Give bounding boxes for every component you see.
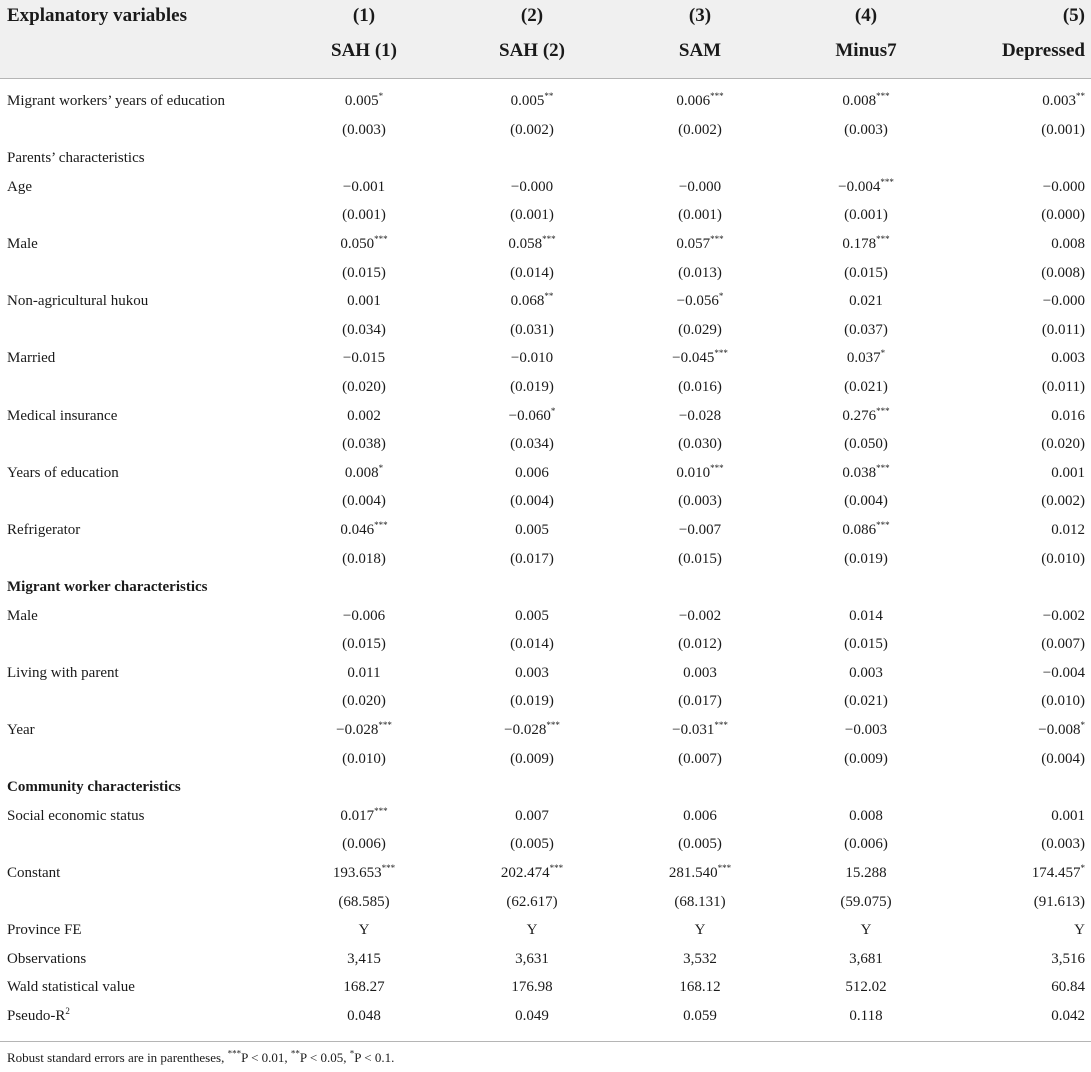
cell-col-1: (0.010) bbox=[342, 750, 386, 767]
cell-col-2: 0.005 bbox=[515, 607, 549, 624]
cell-col-2: (0.031) bbox=[510, 321, 554, 338]
cell-col-3: −0.002 bbox=[678, 607, 722, 624]
cell-col-5: (0.000) bbox=[1041, 207, 1085, 224]
significance-stars: * bbox=[880, 348, 886, 359]
cell-col-1: −0.001 bbox=[342, 178, 386, 195]
cell-col-5: (0.008) bbox=[1041, 264, 1085, 281]
cell-col-2: 202.474*** bbox=[500, 863, 564, 882]
footnote-stars: * bbox=[349, 1048, 355, 1059]
cell-col-2: −0.000 bbox=[510, 178, 554, 195]
cell-col-4: 512.02 bbox=[845, 979, 887, 996]
table-row bbox=[0, 374, 1091, 403]
cell-col-4: (0.009) bbox=[844, 750, 888, 767]
cell-col-3: (0.030) bbox=[678, 436, 722, 453]
table-row bbox=[0, 917, 1091, 946]
cell-col-2: Y bbox=[526, 922, 538, 939]
table-row bbox=[0, 1003, 1091, 1032]
cell-col-1: (0.018) bbox=[342, 550, 386, 567]
table-row bbox=[0, 546, 1091, 575]
cell-col-3: −0.007 bbox=[678, 521, 722, 538]
cell-col-2: (0.034) bbox=[510, 436, 554, 453]
cell-col-3: 0.010*** bbox=[676, 462, 724, 481]
table-row bbox=[0, 517, 1091, 546]
table-row bbox=[0, 774, 1091, 803]
cell-col-3: 168.12 bbox=[679, 979, 721, 996]
cell-col-3: (0.005) bbox=[678, 836, 722, 853]
significance-stars: *** bbox=[876, 233, 890, 244]
col-name-4: Minus7 bbox=[835, 40, 897, 61]
cell-col-4: (0.050) bbox=[844, 436, 888, 453]
cell-col-4: (0.015) bbox=[844, 264, 888, 281]
cell-col-2: (0.019) bbox=[510, 693, 554, 710]
col-number-4: (4) bbox=[854, 5, 878, 26]
cell-col-5: 0.001 bbox=[1051, 807, 1085, 824]
cell-col-1: 0.050*** bbox=[340, 233, 388, 252]
cell-col-5: 0.042 bbox=[1051, 1008, 1085, 1024]
row-label: Year bbox=[7, 722, 35, 739]
cell-col-5: −0.000 bbox=[1042, 178, 1085, 195]
cell-col-1: 193.653*** bbox=[332, 863, 396, 882]
cell-col-3: (0.015) bbox=[678, 550, 722, 567]
cell-col-4: 0.003 bbox=[849, 664, 883, 681]
significance-stars: *** bbox=[876, 519, 890, 530]
table-row bbox=[0, 574, 1091, 603]
significance-stars: *** bbox=[714, 348, 728, 359]
significance-stars: *** bbox=[876, 91, 890, 101]
table-row bbox=[0, 974, 1091, 1003]
significance-stars: * bbox=[1080, 720, 1085, 731]
significance-stars: *** bbox=[374, 805, 388, 816]
row-label: Living with parent bbox=[7, 664, 119, 681]
significance-stars: * bbox=[378, 462, 384, 473]
row-label: Parents’ characteristics bbox=[7, 150, 145, 167]
cell-col-4: −0.004*** bbox=[838, 176, 894, 195]
cell-col-4: 0.008 bbox=[849, 807, 883, 824]
cell-col-2: 0.049 bbox=[515, 1008, 549, 1024]
row-label: Province FE bbox=[7, 922, 82, 939]
cell-col-2: 0.005 bbox=[515, 521, 549, 538]
cell-col-5: (0.011) bbox=[1041, 378, 1085, 395]
table-body bbox=[0, 88, 1091, 1032]
cell-col-1: (0.004) bbox=[342, 493, 386, 510]
cell-col-2: 0.003 bbox=[515, 664, 549, 681]
cell-col-1: (0.015) bbox=[342, 636, 386, 653]
row-label: Non-agricultural hukou bbox=[7, 293, 149, 310]
cell-col-2: 3,631 bbox=[515, 950, 549, 967]
cell-col-5: 174.457* bbox=[1031, 863, 1085, 882]
cell-col-4: (0.003) bbox=[844, 121, 888, 138]
row-label: Migrant workers’ years of education bbox=[7, 93, 225, 109]
cell-col-3: 0.059 bbox=[683, 1008, 717, 1024]
cell-col-3: (0.012) bbox=[678, 636, 722, 653]
col-number-2: (2) bbox=[520, 5, 544, 26]
table-row bbox=[0, 603, 1091, 632]
cell-col-1: (68.585) bbox=[338, 893, 390, 910]
row-label: Observations bbox=[7, 950, 87, 967]
table-row bbox=[0, 717, 1091, 746]
cell-col-2: (62.617) bbox=[506, 893, 558, 910]
cell-col-5: (0.010) bbox=[1041, 550, 1085, 567]
significance-stars: ** bbox=[1076, 91, 1085, 101]
row-label: Refrigerator bbox=[7, 521, 81, 538]
table-row bbox=[0, 317, 1091, 346]
cell-col-3: −0.028 bbox=[678, 407, 722, 424]
cell-col-5: 0.001 bbox=[1051, 464, 1085, 481]
col-name-1: SAH (1) bbox=[331, 40, 397, 61]
cell-col-4: (0.037) bbox=[844, 321, 888, 338]
cell-col-4: 0.014 bbox=[849, 607, 883, 624]
cell-col-4: −0.003 bbox=[844, 722, 888, 739]
cell-col-2: (0.014) bbox=[510, 264, 554, 281]
significance-stars: * bbox=[550, 405, 556, 416]
cell-col-4: 0.178*** bbox=[842, 233, 890, 252]
header-row-names bbox=[0, 32, 1091, 79]
cell-col-3: (0.017) bbox=[678, 693, 722, 710]
row-label: Married bbox=[7, 350, 56, 367]
cell-col-5: (0.001) bbox=[1041, 121, 1085, 138]
cell-col-3: (0.007) bbox=[678, 750, 722, 767]
significance-stars: *** bbox=[381, 863, 396, 874]
table-row bbox=[0, 803, 1091, 832]
cell-col-4: (0.019) bbox=[844, 550, 888, 567]
cell-col-3: (0.002) bbox=[678, 121, 722, 138]
cell-col-3: (0.016) bbox=[678, 378, 722, 395]
significance-stars: * bbox=[378, 91, 384, 101]
col-number-3: (3) bbox=[688, 5, 712, 26]
cell-col-4: 15.288 bbox=[845, 865, 887, 882]
cell-col-4: (0.021) bbox=[844, 378, 888, 395]
cell-col-4: 0.037* bbox=[846, 348, 886, 367]
cell-col-5: 0.008 bbox=[1051, 235, 1085, 252]
cell-col-4: 0.118 bbox=[849, 1008, 883, 1024]
cell-col-1: (0.006) bbox=[342, 836, 386, 853]
row-label: Community characteristics bbox=[7, 779, 181, 796]
cell-col-1: 0.017*** bbox=[340, 805, 388, 824]
header-row-numbers bbox=[0, 0, 1091, 32]
cell-col-3: −0.045*** bbox=[672, 348, 728, 367]
col-number-1: (1) bbox=[352, 5, 376, 26]
table-row bbox=[0, 345, 1091, 374]
cell-col-5: −0.004 bbox=[1042, 664, 1085, 681]
cell-col-1: −0.028*** bbox=[336, 720, 392, 739]
cell-col-1: 0.005* bbox=[344, 91, 384, 109]
cell-col-1: (0.001) bbox=[342, 207, 386, 224]
cell-col-2: −0.028*** bbox=[504, 720, 560, 739]
significance-stars: *** bbox=[374, 233, 388, 244]
cell-col-4: 0.038*** bbox=[842, 462, 890, 481]
significance-stars: *** bbox=[710, 91, 724, 101]
cell-col-5: (0.007) bbox=[1041, 636, 1085, 653]
cell-col-5: (0.011) bbox=[1041, 321, 1085, 338]
cell-col-3: −0.000 bbox=[678, 178, 722, 195]
table-row bbox=[0, 946, 1091, 975]
row-label: Years of education bbox=[7, 464, 119, 481]
table-row bbox=[0, 889, 1091, 918]
significance-stars: ** bbox=[544, 91, 554, 101]
table-row bbox=[0, 631, 1091, 660]
significance-stars: *** bbox=[549, 863, 564, 874]
cell-col-1: 0.002 bbox=[347, 407, 381, 424]
cell-col-4: (0.015) bbox=[844, 636, 888, 653]
table-row bbox=[0, 174, 1091, 203]
table-row bbox=[0, 202, 1091, 231]
row-label: Wald statistical value bbox=[7, 979, 135, 996]
cell-col-5: (0.004) bbox=[1041, 750, 1085, 767]
cell-col-1: (0.003) bbox=[342, 121, 386, 138]
cell-col-1: 0.001 bbox=[347, 293, 381, 310]
cell-col-5: (0.020) bbox=[1041, 436, 1085, 453]
table-row bbox=[0, 688, 1091, 717]
cell-col-5: (0.003) bbox=[1041, 836, 1085, 853]
table-row bbox=[0, 260, 1091, 289]
row-label: Male bbox=[7, 607, 38, 624]
cell-col-1: 0.048 bbox=[347, 1008, 381, 1024]
cell-col-3: −0.056* bbox=[676, 291, 724, 310]
cell-col-5: −0.000 bbox=[1042, 293, 1085, 310]
cell-col-5: 60.84 bbox=[1051, 979, 1085, 996]
cell-col-3: (0.013) bbox=[678, 264, 722, 281]
cell-col-2: −0.010 bbox=[510, 350, 554, 367]
cell-col-5: −0.002 bbox=[1042, 607, 1085, 624]
cell-col-5: 0.016 bbox=[1051, 407, 1085, 424]
cell-col-1: 0.046*** bbox=[340, 519, 388, 538]
row-label: Constant bbox=[7, 865, 61, 882]
row-label: Age bbox=[7, 178, 32, 195]
table-row bbox=[0, 431, 1091, 460]
cell-col-5: (0.010) bbox=[1041, 693, 1085, 710]
cell-col-4: 0.008*** bbox=[842, 91, 890, 109]
cell-col-4: (0.004) bbox=[844, 493, 888, 510]
table-row bbox=[0, 660, 1091, 689]
cell-col-3: −0.031*** bbox=[672, 720, 728, 739]
cell-col-2: −0.060* bbox=[508, 405, 556, 424]
table-row bbox=[0, 488, 1091, 517]
cell-col-4: Y bbox=[860, 922, 872, 939]
table-footnote: Robust standard errors are in parentheses, ***P < 0.01, **P < 0.05, *P < 0.1. bbox=[7, 1048, 395, 1065]
row-label: Male bbox=[7, 235, 38, 252]
cell-col-1: (0.015) bbox=[342, 264, 386, 281]
cell-col-3: (0.029) bbox=[678, 321, 722, 338]
cell-col-3: 0.057*** bbox=[676, 233, 724, 252]
row-label: Migrant worker characteristics bbox=[7, 579, 208, 596]
cell-col-1: 3,415 bbox=[347, 950, 381, 967]
footnote-stars: ** bbox=[290, 1048, 300, 1059]
cell-col-2: (0.002) bbox=[510, 121, 554, 138]
cell-col-5: 0.003** bbox=[1042, 91, 1085, 109]
significance-stars: *** bbox=[710, 462, 724, 473]
cell-col-2: (0.004) bbox=[510, 493, 554, 510]
cell-col-5: (91.613) bbox=[1033, 893, 1085, 910]
table-row bbox=[0, 231, 1091, 260]
cell-col-1: −0.015 bbox=[342, 350, 386, 367]
cell-col-1: −0.006 bbox=[342, 607, 386, 624]
cell-col-3: 0.006 bbox=[683, 807, 717, 824]
cell-col-2: 0.006 bbox=[515, 464, 549, 481]
cell-col-2: (0.009) bbox=[510, 750, 554, 767]
cell-col-2: 0.068** bbox=[510, 291, 554, 310]
cell-col-3: Y bbox=[694, 922, 706, 939]
table-row bbox=[0, 403, 1091, 432]
cell-col-2: 0.007 bbox=[515, 807, 549, 824]
significance-stars: *** bbox=[714, 720, 728, 731]
cell-col-2: 0.005** bbox=[510, 91, 554, 109]
cell-col-4: 0.276*** bbox=[842, 405, 890, 424]
cell-col-4: (0.006) bbox=[844, 836, 888, 853]
cell-col-4: 0.086*** bbox=[842, 519, 890, 538]
cell-col-4: (0.021) bbox=[844, 693, 888, 710]
cell-col-1: (0.020) bbox=[342, 693, 386, 710]
cell-col-5: −0.008* bbox=[1038, 720, 1085, 739]
table-bottom-rule bbox=[0, 1041, 1091, 1042]
significance-stars: *** bbox=[876, 405, 890, 416]
col-number-5: (5) bbox=[1062, 5, 1085, 26]
significance-stars: *** bbox=[374, 519, 388, 530]
cell-col-1: Y bbox=[358, 922, 370, 939]
cell-col-1: 0.008* bbox=[344, 462, 384, 481]
col-name-3: SAM bbox=[678, 40, 722, 61]
cell-col-1: (0.038) bbox=[342, 436, 386, 453]
cell-col-2: (0.001) bbox=[510, 207, 554, 224]
table-row bbox=[0, 860, 1091, 889]
col-name-5: Depressed bbox=[1001, 40, 1085, 61]
cell-col-4: 0.021 bbox=[849, 293, 883, 310]
cell-col-3: 0.003 bbox=[683, 664, 717, 681]
cell-col-5: 0.012 bbox=[1051, 521, 1085, 538]
table-row bbox=[0, 145, 1091, 174]
cell-col-2: (0.014) bbox=[510, 636, 554, 653]
cell-col-5: (0.002) bbox=[1041, 493, 1085, 510]
cell-col-4: (0.001) bbox=[844, 207, 888, 224]
cell-col-4: (59.075) bbox=[840, 893, 892, 910]
cell-col-2: 0.058*** bbox=[508, 233, 556, 252]
significance-stars: *** bbox=[542, 233, 556, 244]
cell-col-5: Y bbox=[1074, 922, 1085, 939]
significance-stars: *** bbox=[717, 863, 732, 874]
cell-col-1: 0.011 bbox=[347, 664, 381, 681]
cell-col-2: (0.017) bbox=[510, 550, 554, 567]
cell-col-5: 0.003 bbox=[1051, 350, 1085, 367]
footnote-stars: *** bbox=[227, 1048, 242, 1059]
superscript-2: 2 bbox=[65, 1006, 70, 1016]
table-row bbox=[0, 831, 1091, 860]
cell-col-3: (0.003) bbox=[678, 493, 722, 510]
table-row bbox=[0, 746, 1091, 775]
significance-stars: *** bbox=[880, 176, 894, 187]
table-row bbox=[0, 288, 1091, 317]
cell-col-3: (68.131) bbox=[674, 893, 726, 910]
significance-stars: * bbox=[1080, 863, 1085, 874]
row-label: Pseudo-$R^2$ bbox=[7, 1006, 70, 1024]
row-label: Medical insurance bbox=[7, 407, 118, 424]
cell-col-3: 0.006*** bbox=[676, 91, 724, 109]
col-name-2: SAH (2) bbox=[499, 40, 565, 61]
cell-col-5: 3,516 bbox=[1051, 950, 1085, 967]
cell-col-2: (0.005) bbox=[510, 836, 554, 853]
significance-stars: *** bbox=[710, 233, 724, 244]
cell-col-1: (0.034) bbox=[342, 321, 386, 338]
cell-col-3: 3,532 bbox=[683, 950, 717, 967]
table-row bbox=[0, 88, 1091, 117]
cell-col-3: (0.001) bbox=[678, 207, 722, 224]
cell-col-2: (0.019) bbox=[510, 378, 554, 395]
header-variables-label: Explanatory variables bbox=[7, 5, 187, 26]
cell-col-4: 3,681 bbox=[849, 950, 883, 967]
significance-stars: *** bbox=[546, 720, 560, 731]
row-label: Social economic status bbox=[7, 807, 145, 824]
significance-stars: * bbox=[718, 291, 724, 302]
significance-stars: *** bbox=[876, 462, 890, 473]
cell-col-3: 281.540*** bbox=[668, 863, 732, 882]
cell-col-1: 168.27 bbox=[343, 979, 385, 996]
table-row bbox=[0, 117, 1091, 146]
significance-stars: *** bbox=[378, 720, 392, 731]
cell-col-1: (0.020) bbox=[342, 378, 386, 395]
significance-stars: ** bbox=[544, 291, 554, 302]
cell-col-2: 176.98 bbox=[511, 979, 553, 996]
table-row bbox=[0, 460, 1091, 489]
